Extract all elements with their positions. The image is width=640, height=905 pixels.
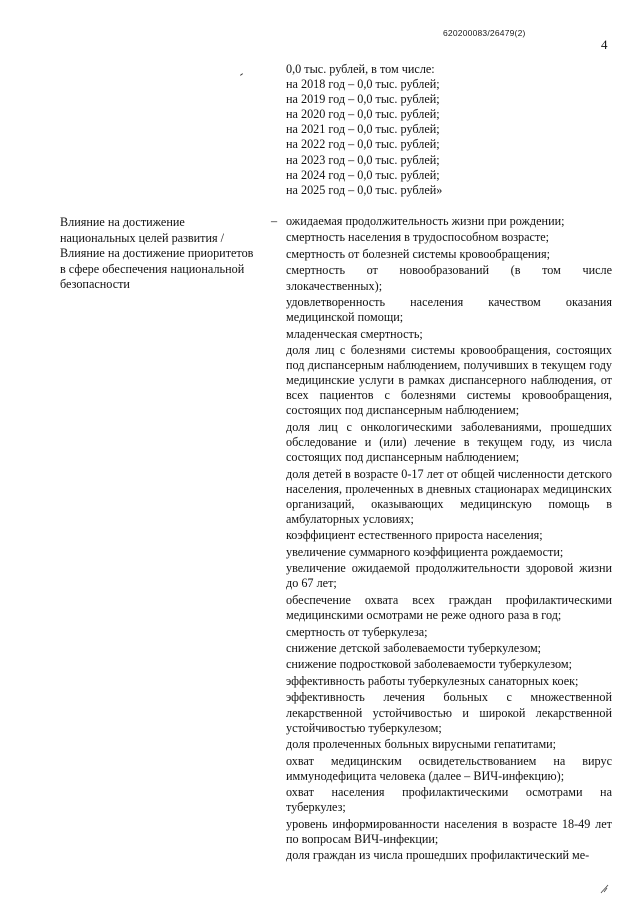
document-id: 620200083/26479(2) [443,28,526,38]
row-dash: – [271,214,278,228]
list-item: эффективность работы туберкулезных санаторных коек; [286,673,579,688]
list-item: увеличение суммарного коэффициента рождаемости; [286,544,564,559]
budget-line: на 2025 год – 0,0 тыс. рублей» [286,182,443,197]
pen-mark [240,73,243,76]
row-label: Влияние на достижение национальных целей развития / Влияние на достижение приоритетов в сфере обеспечения национальной безопасности [60,215,254,292]
list-item: доля лиц с болезнями системы кровообращения, состоящих под диспансерным наблюдением, получивших в текущем году медицинские услуги в рамках диспансерного наблюдения, от всех пациентов с болезнями системы кровообращения, состоящих под диспансерным наблюдением; [286,343,612,418]
budget-block [286,62,606,198]
list-item: коэффициент естественного прироста населения; [286,528,543,543]
budget-line: 0,0 тыс. рублей, в том числе: [286,62,435,76]
list-item: уровень информированности населения в возрасте 18-49 лет по вопросам ВИЧ-инфекции; [286,816,612,846]
list-item: обеспечение охвата всех граждан профилактическими медицинскими осмотрами не реже одного раза в год; [286,592,612,623]
list-item: младенческая смертность; [286,326,423,341]
list-item: ожидаемая продолжительность жизни при рождении; [286,214,565,228]
budget-line: на 2022 год – 0,0 тыс. рублей; [286,137,440,152]
list-item: смертность от туберкулеза; [286,624,428,639]
indicator-list [286,214,612,865]
budget-line: на 2021 год – 0,0 тыс. рублей; [286,122,440,137]
list-item: охват населения профилактическими осмотрами на туберкулез; [286,785,612,815]
list-item: смертность от новообразований (в том числе злокачественных); [286,263,612,293]
list-item: удовлетворенность населения качеством оказания медицинской помощи; [286,295,612,325]
list-item: доля пролеченных больных вирусными гепатитами; [286,737,557,752]
list-item: смертность от болезней системы кровообращения; [286,246,550,261]
budget-line: на 2019 год – 0,0 тыс. рублей; [286,92,440,107]
list-item: снижение подростковой заболеваемости туберкулезом; [286,657,573,672]
scribble-mark [600,884,610,894]
list-item: доля лиц с онкологическими заболеваниями, прошедших обследование и (или) лечение в текущем году, из числа состоящих под диспансерным наблюдением; [286,419,612,465]
budget-line: на 2024 год – 0,0 тыс. рублей; [286,167,440,182]
list-item: эффективность лечения больных с множественной лекарственной устойчивостью и широкой лекарственной устойчивостью туберкулезом; [286,690,612,735]
list-item: снижение детской заболеваемости туберкулезом; [286,641,542,655]
list-item: доля граждан из числа прошедших профилактический ме- [286,848,590,863]
list-item: смертность населения в трудоспособном возрасте; [286,230,550,245]
budget-line: на 2018 год – 0,0 тыс. рублей; [286,77,440,92]
budget-line: на 2020 год – 0,0 тыс. рублей; [286,107,440,122]
list-item: увеличение ожидаемой продолжительности здоровой жизни до 67 лет; [286,561,612,591]
list-item: охват медицинским освидетельствованием на вирус иммунодефицита человека (далее – ВИЧ-инфекцию); [286,753,612,783]
page-number: 4 [601,37,608,52]
list-item: доля детей в возрасте 0-17 лет от общей численности детского населения, пролеченных в дневных стационарах медицинских организаций, оказывающих медицинскую помощь в амбулаторных условиях; [286,466,612,526]
budget-line: на 2023 год – 0,0 тыс. рублей; [286,152,440,167]
